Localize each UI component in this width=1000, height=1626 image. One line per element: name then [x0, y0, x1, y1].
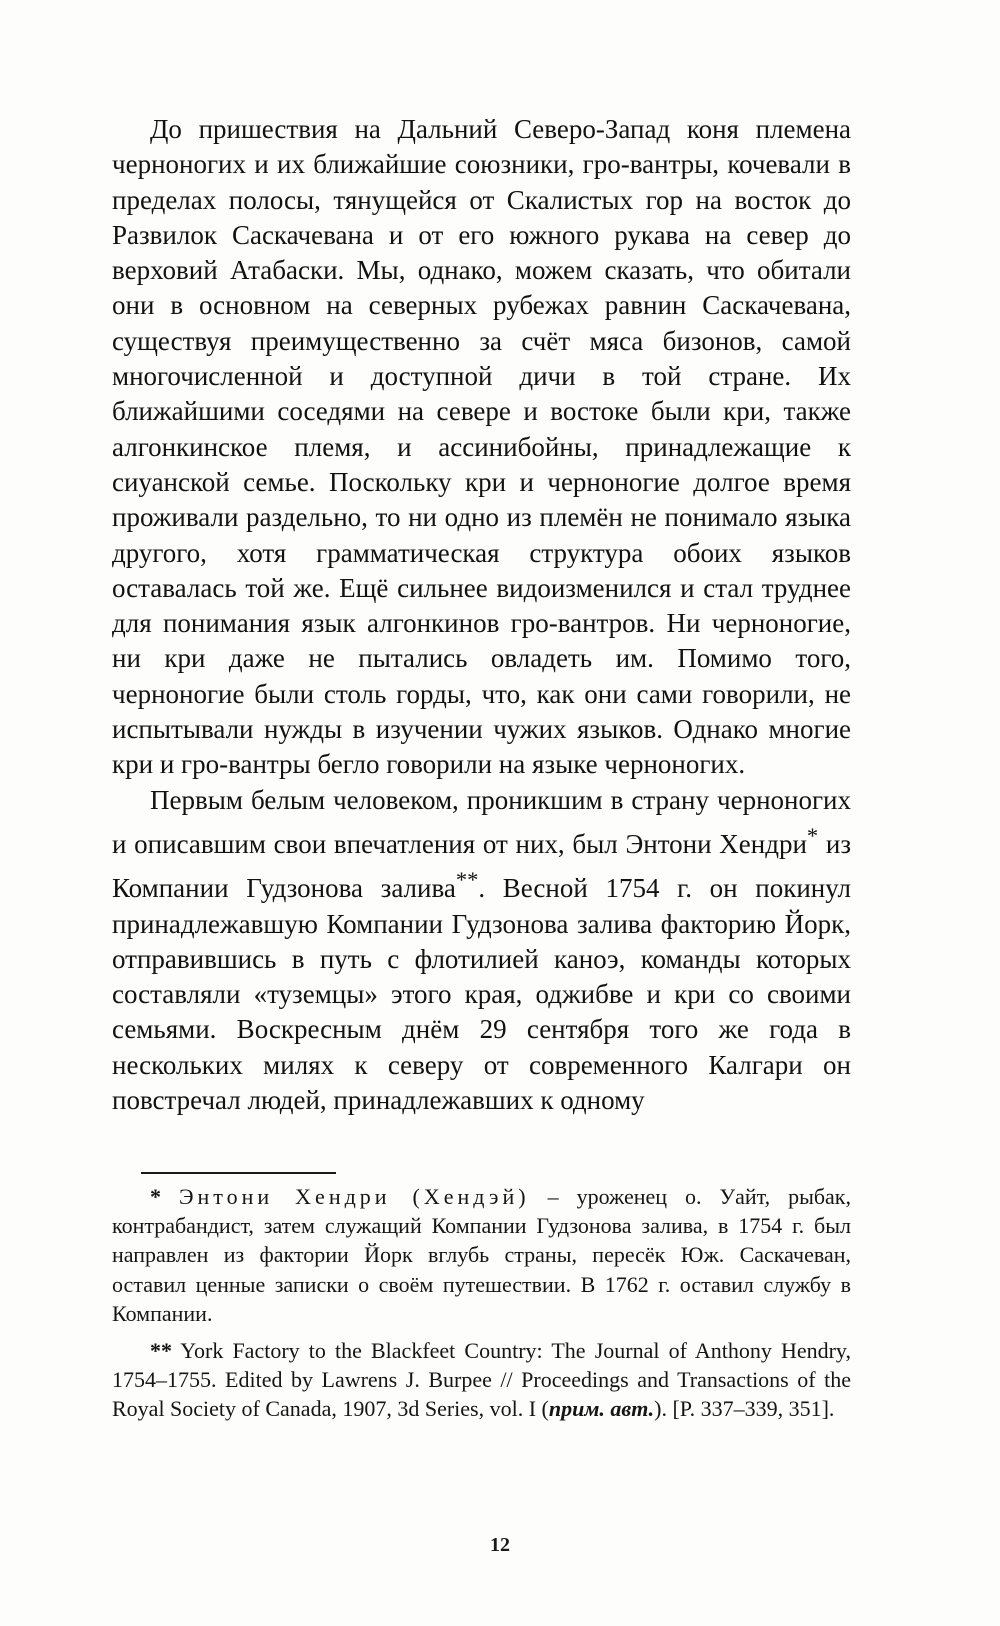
footnote-2-end: ). [P. 337–339, 351].: [654, 1396, 835, 1422]
paragraph-2-text-c: . Весной 1754 г. он покинул принадлежавшую Компании Гудзонова залива факторию Йорк, отправившись в путь с флотилией каноэ, команды которых составляли «туземцы» этого края, оджибве и кри со своими семьями. Воскресным днём 29 сентября того же года в нескольких милях к северу от современного Калгари он повстречал людей, принадлежавших к одному: [112, 873, 852, 1116]
paragraph-2-text-b: из Компании Гудзонова залива: [112, 828, 851, 904]
footnote-separator: [141, 1172, 336, 1174]
footnote-2-text: York Factory to the Blackfeet Country: The Journal of Anthony Hendry, 1754–1755. Edited by Lawrens J. Burpee // Proceedings and Transactions of the Royal Society of Canada, 1907, 3d Series, vol. I (: [112, 1338, 851, 1422]
main-text: [112, 112, 851, 1118]
paragraph-2: [112, 783, 851, 1119]
footnote-2: [112, 1336, 851, 1424]
footnote-2-italic: прим. авт.: [548, 1396, 655, 1422]
footnote-1-text: – уроженец о. Уайт, рыбак, контрабандист, затем служащий Компании Гудзонова залива, в 1754 г. был направлен из фактории Йорк вглубь страны, пересёк Юж. Саскачеван, оставил ценные записки о своём путешествии. В 1762 г. оставил службу в Компании.: [112, 1184, 851, 1326]
footnote-1-name: Энтони Хендри (Хендэй): [179, 1184, 530, 1209]
paragraph-1: До пришествия на Дальний Северо-Запад коня племена черноногих и их ближайшие союзники, гро-вантры, кочевали в пределах полосы, тянущейся от Скалистых гор на восток до Развилок Саскачевана и от его южного рукава на север до верховий Атабаски. Мы, однако, можем сказать, что обитали они в основном на северных рубежах равнин Саскачевана, существуя преимущественно за счёт мяса бизонов, самой многочисленной и доступной дичи в той стране. Их ближайшими соседями на севере и востоке были кри, также алгонкинское племя, и ассинибойны, принадлежащие к сиуанской семье. Поскольку кри и черноногие долгое время проживали раздельно, то ни одно из племён не понимало языка другого, хотя грамматическая структура обоих языков оставалась той же. Ещё сильнее видоизменился и стал труднее для понимания язык алгонкинов гро-вантров. Ни черноногие, ни кри даже не пытались овладеть им. Помимо того, черноногие были столь горды, что, как они сами говорили, не испытывали нужды в изучении чужих языков. Однако многие кри и гро-вантры бегло говорили на языке черноногих.: [112, 114, 851, 780]
footnote-ref-2: **: [455, 867, 479, 893]
footnote-2-marker: **: [150, 1338, 172, 1364]
footnote-1-marker: *: [150, 1184, 161, 1209]
page-number: 12: [490, 1534, 510, 1556]
footnote-ref-1: *: [806, 822, 819, 848]
footnote-1: [112, 1182, 851, 1328]
paragraph-2-text-a: Первым белым человеком, проникшим в страну черноногих и описавшим свои впечатления от них, был Энтони Хендри: [112, 784, 851, 859]
footnotes: [112, 1182, 851, 1424]
